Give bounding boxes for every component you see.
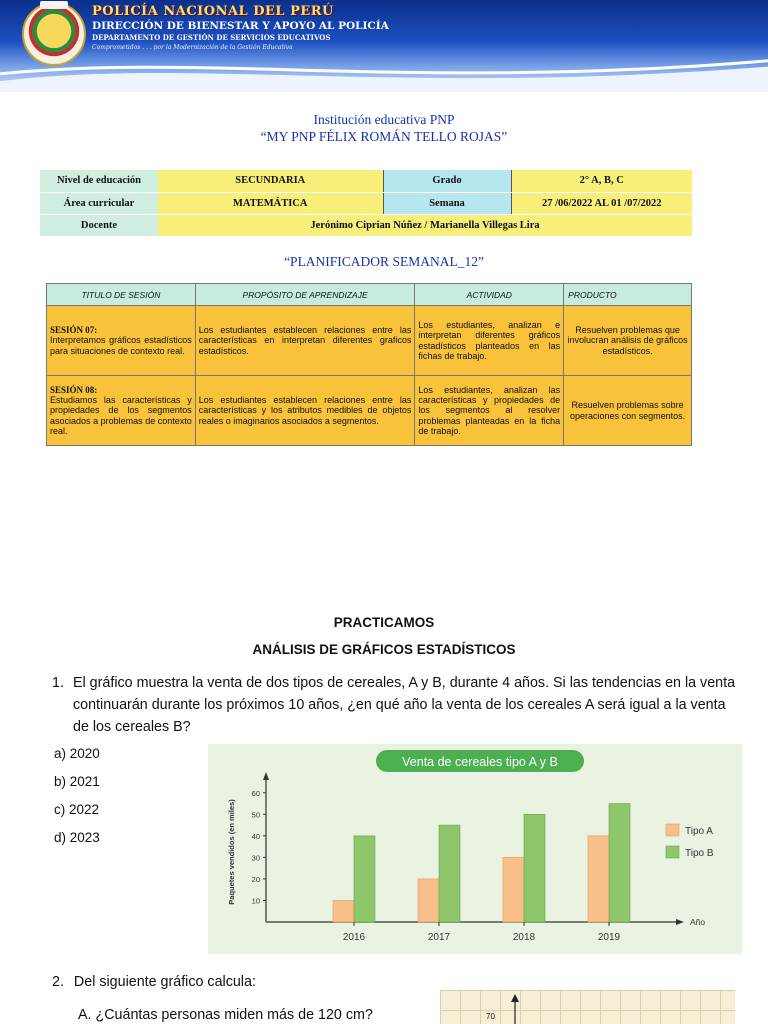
question-2 <box>52 974 256 990</box>
institution-line-1: Institución educativa PNP <box>313 112 455 127</box>
header-actividad: ACTIVIDAD <box>415 284 564 306</box>
x-axis-arrow <box>676 919 684 925</box>
practice-heading: PRACTICAMOS <box>333 615 435 630</box>
institution-line-2: “MY PNP FÉLIX ROMÁN TELLO ROJAS” <box>260 129 508 144</box>
session-title: SESIÓN 07: <box>50 324 98 335</box>
session-product: Resuelven problemas sobre operaciones con segmentos. <box>564 376 692 446</box>
info-row <box>40 170 692 192</box>
docente-label: Docente <box>40 214 158 236</box>
session-purpose: Los estudiantes establecen relaciones entre las características y los atributos medibles de objetos reales o imaginarios asociados a segmentos. <box>195 376 415 446</box>
bar-tipo-b <box>524 814 545 922</box>
area-value: MATEMÁTICA <box>158 192 383 214</box>
y-axis-label: Paquetes vendidos (en miles) <box>227 799 236 905</box>
option-c: c) 2022 <box>54 802 100 817</box>
legend-swatch <box>666 846 679 858</box>
info-row <box>40 192 692 214</box>
y-tick-label: 30 <box>251 853 260 863</box>
y-tick-label: 60 <box>251 788 260 798</box>
chart-title: Venta de cereales tipo A y B <box>402 755 558 769</box>
info-table <box>40 170 692 237</box>
x-tick-label: 2018 <box>512 932 536 943</box>
cereal-chart-box <box>208 744 742 954</box>
cereal-sales-chart <box>208 744 742 954</box>
x-tick-label: 2019 <box>597 932 621 943</box>
grado-value: 2° A, B, C <box>511 170 692 192</box>
emblem-ribbon <box>40 1 68 9</box>
x-tick-label: 2017 <box>427 932 451 943</box>
question-1-number: 1. <box>52 675 64 691</box>
session-title-desc: Estudiamos las características y propiedades de los segmentos asociados a problemas de contexto real. <box>50 394 192 437</box>
question-2-number: 2. <box>52 974 64 990</box>
table-row <box>47 376 692 446</box>
x-axis-label: Año <box>690 917 706 927</box>
bar-tipo-a <box>503 857 524 922</box>
police-emblem-icon <box>22 2 86 66</box>
y-tick-label: 20 <box>251 874 260 884</box>
height-chart-tick: 70 <box>486 1012 495 1021</box>
info-row <box>40 214 692 236</box>
option-b: b) 2021 <box>54 774 100 789</box>
session-title: SESIÓN 08: <box>50 384 98 395</box>
bar-tipo-a <box>588 836 609 922</box>
y-tick-label: 50 <box>251 810 260 820</box>
session-title-cell <box>47 376 196 446</box>
bar-tipo-b <box>354 836 375 922</box>
header-producto: PRODUCTO <box>564 284 692 306</box>
session-purpose: Los estudiantes establecen relaciones entre las características en interpretan diferentes graficos estadísticos. <box>195 306 415 376</box>
height-chart-axis-arrow <box>510 994 520 1024</box>
banner-line-3: DEPARTAMENTO DE GESTIÓN DE SERVICIOS EDUCATIVOS <box>92 33 331 42</box>
nivel-label: Nivel de educación <box>40 170 158 192</box>
table-row <box>47 306 692 376</box>
nivel-value: SECUNDARIA <box>158 170 383 192</box>
banner-line-4: Comprometidos . . . por la Modernización de la Gestión Educativa <box>92 44 293 51</box>
y-axis-arrow <box>263 772 269 780</box>
y-tick-label: 40 <box>251 831 260 841</box>
banner-text <box>92 4 389 51</box>
bar-tipo-b <box>609 804 630 922</box>
session-activity: Los estudiantes, analizan e interpretan diferentes gráficos estadísticos planteados en las fichas de trabajo. <box>415 306 564 376</box>
bar-tipo-b <box>439 825 460 922</box>
question-2-text: Del siguiente gráfico calcula: <box>73 974 256 990</box>
banner-line-1: POLICÍA NACIONAL DEL PERÚ <box>92 4 334 19</box>
semana-value: 27 /06/2022 AL 01 /07/2022 <box>511 192 692 214</box>
docente-value: Jerónimo Ciprian Núñez / Marianella Villegas Lira <box>158 214 692 236</box>
session-activity: Los estudiantes, analizan las características y propiedades de los segmentos al resolver problemas planteadas en la ficha de trabajo. <box>415 376 564 446</box>
planificador-title: “PLANIFICADOR SEMANAL_12” <box>284 254 484 269</box>
header-banner <box>0 0 768 92</box>
bar-tipo-a <box>333 900 354 922</box>
legend-label: Tipo B <box>685 848 714 859</box>
legend-swatch <box>666 824 679 836</box>
height-chart-partial <box>440 990 735 1024</box>
sessions-table <box>46 283 692 446</box>
area-label: Área curricular <box>40 192 158 214</box>
answer-options <box>54 746 100 858</box>
header-titulo: TITULO DE SESIÓN <box>47 284 196 306</box>
question-2a: A. ¿Cuántas personas miden más de 120 cm? <box>78 1007 373 1023</box>
question-1 <box>52 672 742 738</box>
x-tick-label: 2016 <box>342 932 366 943</box>
semana-label: Semana <box>383 192 511 214</box>
banner-line-2: DIRECCIÓN DE BIENESTAR Y APOYO AL POLICÍA <box>92 20 389 32</box>
session-title-desc: Interpretamos gráficos estadísticos para situaciones de contexto real. <box>50 335 192 356</box>
question-1-text: El gráfico muestra la venta de dos tipos de cereales, A y B, durante 4 años. Si las tendencias en la venta continuarán durante los próximos 10 años, ¿en qué año la venta de los cereales A será igual a la venta de los cereales B? <box>73 675 736 735</box>
bar-tipo-a <box>418 879 439 922</box>
session-product: Resuelven problemas que involucran análisis de gráficos estadísticos. <box>564 306 692 376</box>
option-d: d) 2023 <box>54 830 100 845</box>
legend-label: Tipo A <box>685 826 713 837</box>
option-a: a) 2020 <box>54 746 100 761</box>
session-title-cell <box>47 306 196 376</box>
y-tick-label: 10 <box>251 896 260 906</box>
header-proposito: PROPÓSITO DE APRENDIZAJE <box>195 284 415 306</box>
banner-wave <box>0 54 768 92</box>
grado-label: Grado <box>383 170 511 192</box>
sessions-header-row <box>47 284 692 306</box>
practice-subheading: ANÁLISIS DE GRÁFICOS ESTADÍSTICOS <box>252 642 516 657</box>
